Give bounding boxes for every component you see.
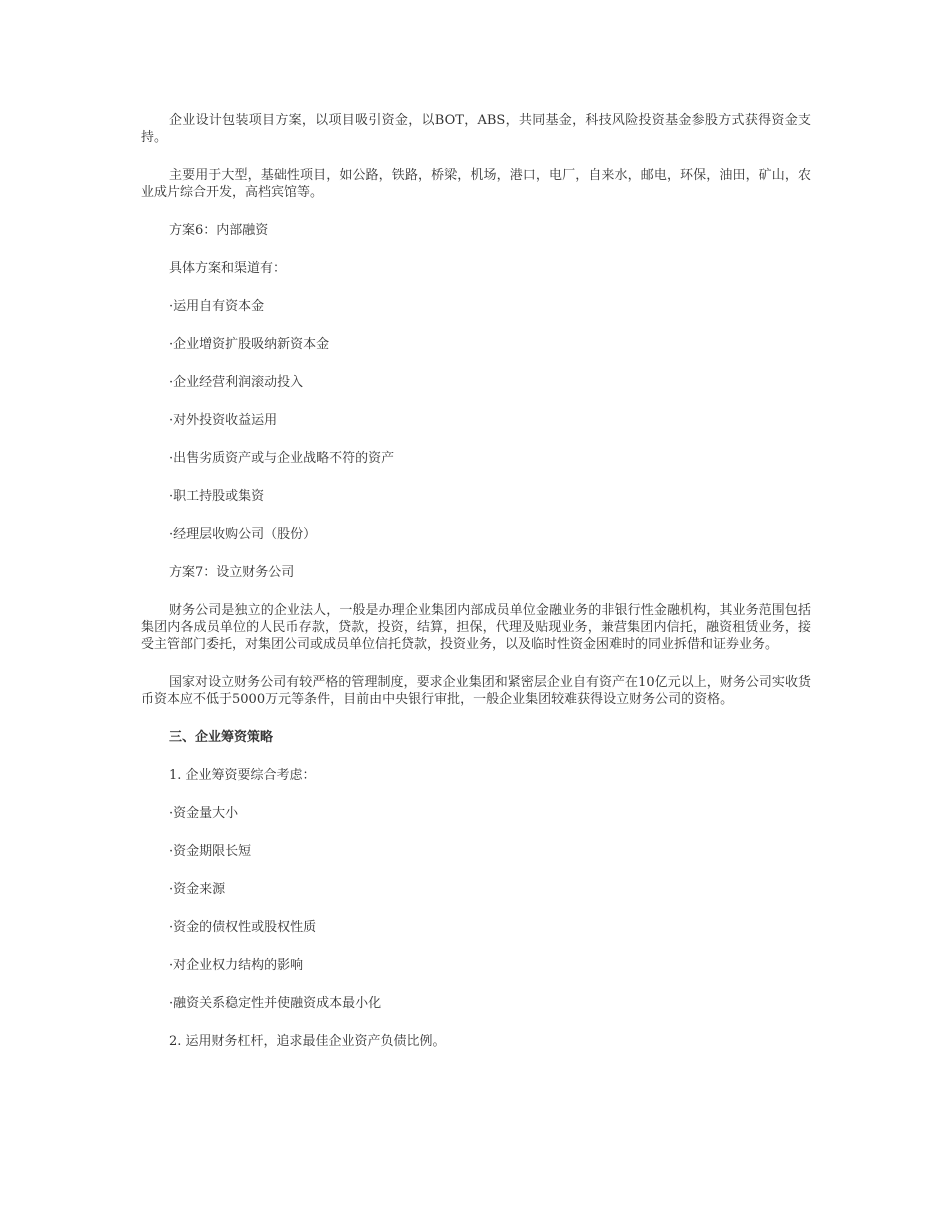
paragraph-project-usage: 主要用于大型，基础性项目，如公路，铁路，桥梁，机场，港口，电厂，自来水，邮电，环保，油田，矿山，农业成片综合开发，高档宾馆等。 xyxy=(141,168,811,200)
list-item: ·运用自有资本金 xyxy=(169,299,265,314)
list-item: ·出售劣质资产或与企业战略不符的资产 xyxy=(169,451,395,466)
list-item: ·对企业权力结构的影响 xyxy=(169,958,304,973)
paragraph-project-financing: 企业设计包装项目方案，以项目吸引资金，以BOT，ABS，共同基金，科技风险投资基金参股方式获得资金支持。 xyxy=(141,113,811,145)
plan6-intro: 具体方案和渠道有： xyxy=(169,261,287,276)
list-item: ·对外投资收益运用 xyxy=(169,413,278,428)
paragraph-finance-company: 财务公司是独立的企业法人，一般是办理企业集团内部成员单位金融业务的非银行性金融机构，其业务范围包括集团内各成员单位的人民币存款，贷款，投资，结算，担保，代理及贴现业务，兼营集团内信托，融资租赁业务，接受主管部门委托，对集团公司或成员单位信托贷款，投资业务，以及临时性资金困难时的同业拆借和证券业务。 xyxy=(141,603,811,652)
plan7-title: 方案7：设立财务公司 xyxy=(169,565,295,580)
list-item: ·融资关系稳定性并使融资成本最小化 xyxy=(169,996,382,1011)
numbered-item: 2. 运用财务杠杆，追求最佳企业资产负债比例。 xyxy=(169,1034,446,1049)
list-item: ·企业经营利润滚动投入 xyxy=(169,375,304,390)
section-heading: 三、企业筹资策略 xyxy=(169,730,274,745)
list-item: ·资金的债权性或股权性质 xyxy=(169,920,317,935)
document-body xyxy=(141,112,811,1071)
list-item: ·职工持股或集资 xyxy=(169,489,265,504)
list-item: ·资金期限长短 xyxy=(169,844,252,859)
list-item: ·企业增资扩股吸纳新资本金 xyxy=(169,337,330,352)
list-item: ·经理层收购公司（股份） xyxy=(169,527,317,542)
list-item: ·资金来源 xyxy=(169,882,226,897)
plan6-title: 方案6：内部融资 xyxy=(169,223,269,238)
paragraph-finance-company-regulation: 国家对设立财务公司有较严格的管理制度，要求企业集团和紧密层企业自有资产在10亿元以上，财务公司实收货币资本应不低于5000万元等条件，目前由中央银行审批，一般企业集团较难获得设立财务公司的资格。 xyxy=(141,675,811,707)
list-item: ·资金量大小 xyxy=(169,806,239,821)
numbered-item: 1. 企业筹资要综合考虑： xyxy=(169,768,316,783)
